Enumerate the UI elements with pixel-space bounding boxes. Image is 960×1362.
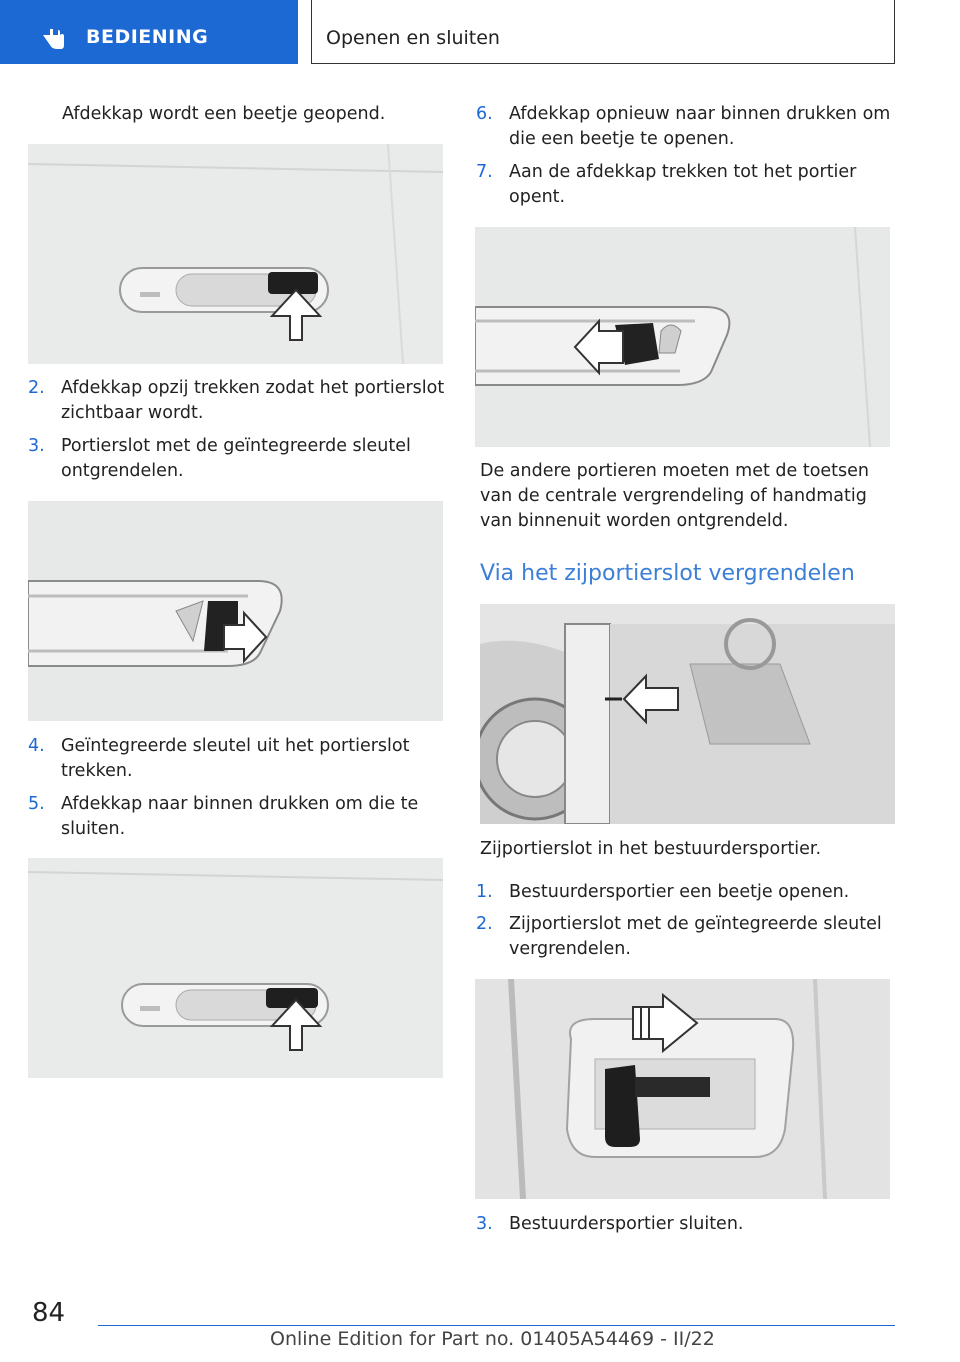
list-item: 1. Bestuurdersportier een beetje openen. — [476, 882, 850, 902]
note-text: De andere portieren moeten met de toetsen van de centrale vergrendeling of handmatig van binnenuit worden ontgrendeld. — [480, 461, 870, 531]
illustration-cover-open — [28, 144, 443, 364]
section-label: BEDIENING — [86, 26, 209, 48]
intro-text: Afdekkap wordt een beetje geopend. — [62, 104, 386, 124]
illustration-unlock-key — [28, 501, 443, 721]
list-item: 6. Afdekkap opnieuw naar binnen drukken om die een beetje te openen. — [476, 104, 891, 149]
footer-edition[interactable]: Online Edition for Part no. 01405A54469 - II/22 — [270, 1328, 715, 1350]
page-title-bar — [311, 0, 895, 64]
page-number: 84 — [32, 1298, 66, 1328]
image-caption: Zijportierslot in het bestuurdersportier. — [480, 839, 822, 859]
list-item: 7. Aan de afdekkap trekken tot het portier opent. — [476, 162, 857, 207]
section-heading: Via het zijportierslot vergrendelen — [480, 561, 855, 586]
illustration-side-lock — [475, 979, 890, 1199]
illustration-pull-cover — [475, 227, 890, 447]
footer-divider — [98, 1325, 895, 1326]
list-item: 2. Afdekkap opzij trekken zodat het portierslot zichtbaar wordt. — [28, 378, 445, 423]
page-title: Openen en sluiten — [326, 27, 500, 49]
list-item: 4. Geïntegreerde sleutel uit het portierslot trekken. — [28, 736, 410, 781]
list-item: 3. Portierslot met de geïntegreerde sleutel ontgrendelen. — [28, 436, 411, 481]
list-item: 3. Bestuurdersportier sluiten. — [476, 1214, 744, 1234]
illustration-cover-close — [28, 858, 443, 1078]
section-tab[interactable] — [0, 0, 298, 64]
hand-pointer-icon — [40, 26, 66, 52]
list-item: 5. Afdekkap naar binnen drukken om die te sluiten. — [28, 794, 419, 839]
list-item: 2. Zijportierslot met de geïntegreerde sleutel vergrendelen. — [476, 914, 882, 959]
illustration-driver-door — [480, 604, 895, 824]
